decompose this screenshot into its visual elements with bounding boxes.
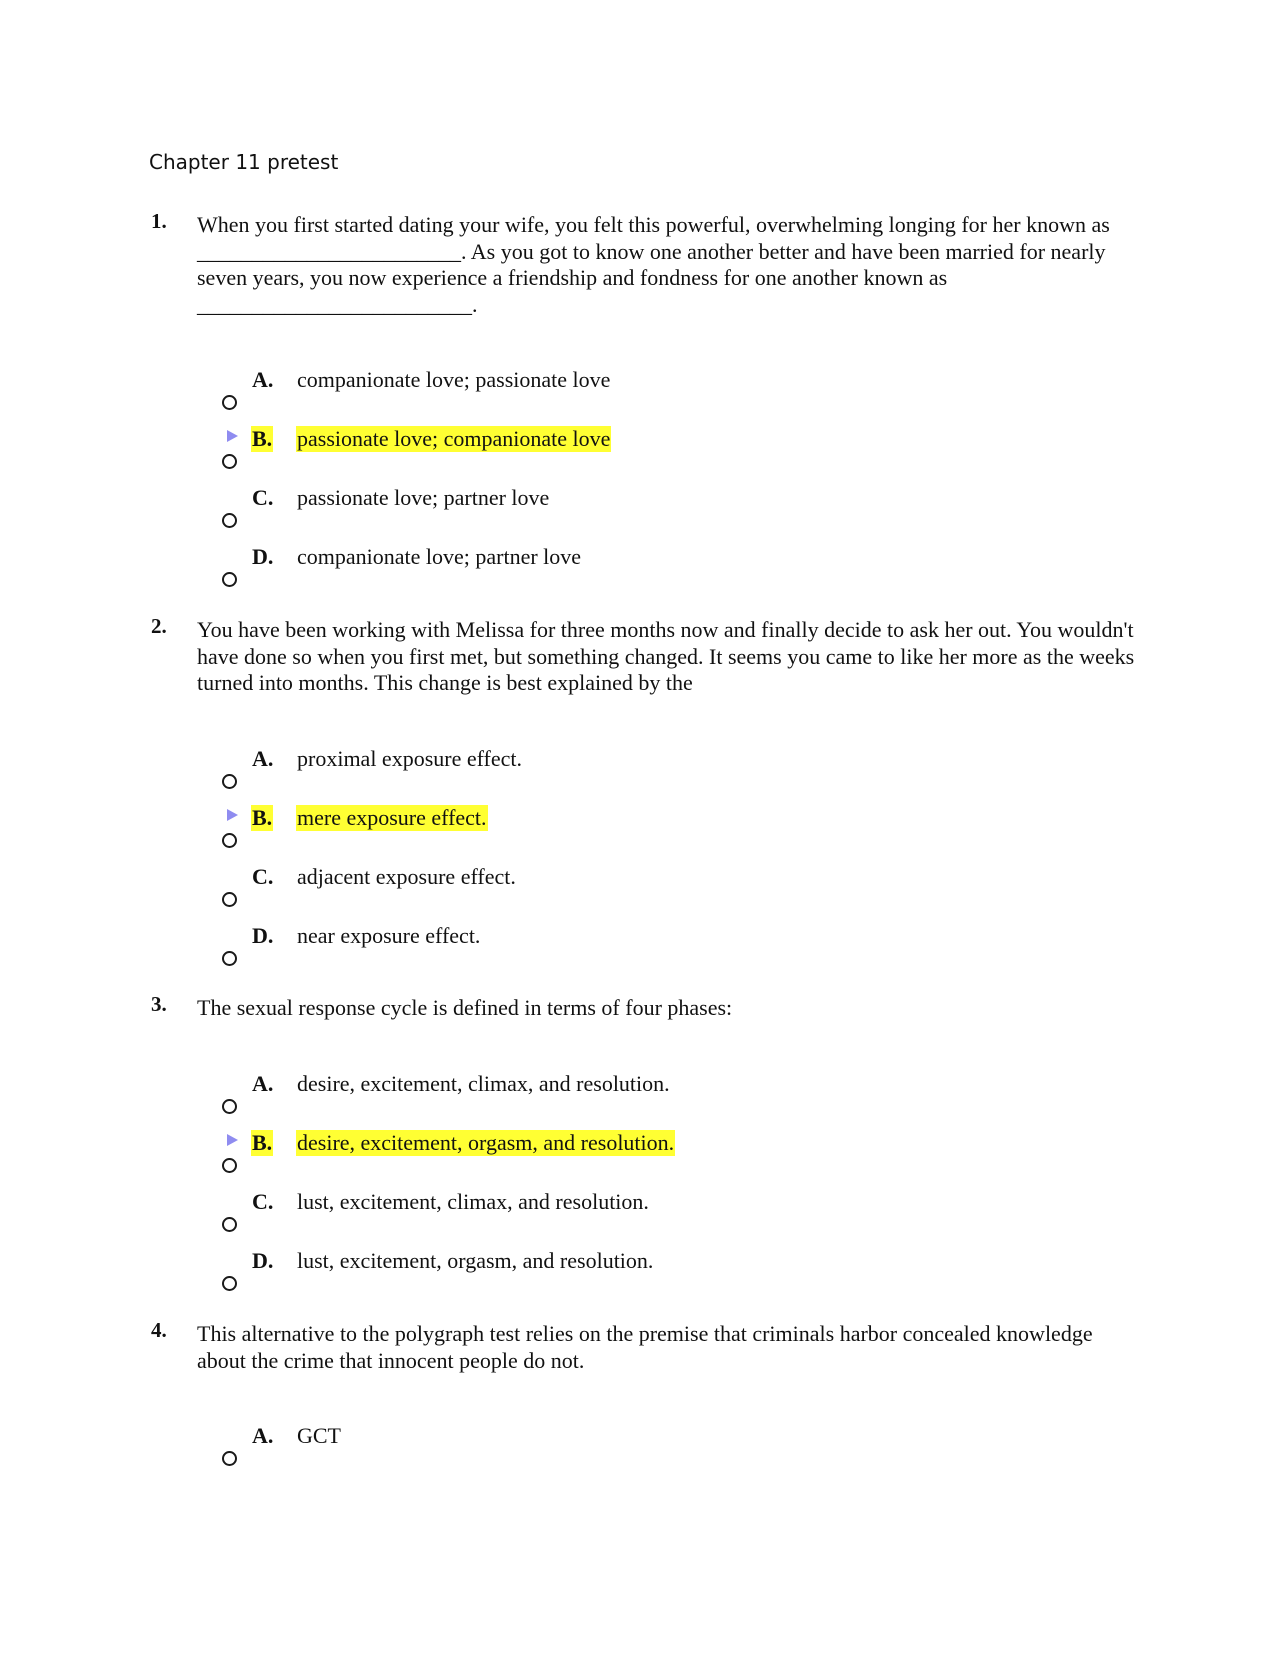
option-letter: A. [252, 367, 274, 392]
option-letter: C. [252, 864, 274, 889]
question-number: 1. [151, 209, 167, 233]
question-text: This alternative to the polygraph test relies on the premise that criminals harbor concealed knowledge about the crime that innocent people do not. [197, 1321, 1093, 1373]
radio-button[interactable] [222, 513, 237, 528]
option-text: companionate love; passionate love [297, 367, 611, 392]
radio-button[interactable] [222, 833, 237, 848]
option-letter: C. [252, 485, 274, 510]
question-text: You have been working with Melissa for three months now and finally decide to ask her out. You wouldn't have done so when you first met, but something changed. It seems you came to like her more as the weeks turned into months. This change is best explained by the [197, 617, 1135, 695]
option-letter: D. [252, 923, 274, 948]
answer-option-selected[interactable] [0, 426, 1280, 482]
radio-button[interactable] [222, 454, 237, 469]
option-letter: A. [252, 746, 274, 771]
radio-button[interactable] [222, 1217, 237, 1232]
option-text: companionate love; partner love [297, 544, 582, 569]
radio-button[interactable] [222, 774, 237, 789]
question-number: 2. [151, 614, 167, 638]
option-letter: B. [252, 1130, 273, 1155]
option-text: GCT [297, 1423, 341, 1448]
radio-button[interactable] [222, 572, 237, 587]
option-letter: A. [252, 1071, 274, 1096]
option-text: near exposure effect. [297, 923, 481, 948]
answer-option[interactable] [0, 1423, 1280, 1479]
answer-option[interactable] [0, 923, 1280, 979]
question-text: When you first started dating your wife, you felt this powerful, overwhelming longing for her known as ________________________. As you got to know one another better and have been married for nearly seven years, you now experience a friendship and fondness for one another known as _________________________. [197, 212, 1110, 317]
radio-button[interactable] [222, 1158, 237, 1173]
correct-answer-arrow-icon [227, 809, 238, 821]
answer-option[interactable] [0, 1071, 1280, 1127]
radio-button[interactable] [222, 1276, 237, 1291]
question-number: 3. [151, 992, 167, 1016]
option-text: mere exposure effect. [297, 805, 487, 830]
option-letter: B. [252, 805, 273, 830]
answer-option[interactable] [0, 746, 1280, 802]
answer-option-selected[interactable] [0, 805, 1280, 861]
option-text: adjacent exposure effect. [297, 864, 516, 889]
option-text: passionate love; companionate love [297, 426, 611, 451]
radio-button[interactable] [222, 1451, 237, 1466]
option-text: desire, excitement, orgasm, and resolution. [297, 1130, 675, 1155]
question-text: The sexual response cycle is defined in terms of four phases: [197, 995, 733, 1020]
answer-option[interactable] [0, 485, 1280, 541]
option-text: lust, excitement, climax, and resolution. [297, 1189, 649, 1214]
option-text: passionate love; partner love [297, 485, 550, 510]
answer-option[interactable] [0, 544, 1280, 600]
answer-option[interactable] [0, 367, 1280, 423]
question-number: 4. [151, 1318, 167, 1342]
radio-button[interactable] [222, 951, 237, 966]
option-letter: C. [252, 1189, 274, 1214]
radio-button[interactable] [222, 892, 237, 907]
radio-button[interactable] [222, 1099, 237, 1114]
option-letter: D. [252, 544, 274, 569]
option-text: proximal exposure effect. [297, 746, 523, 771]
option-letter: B. [252, 426, 273, 451]
option-text: desire, excitement, climax, and resolution. [297, 1071, 670, 1096]
radio-button[interactable] [222, 395, 237, 410]
correct-answer-arrow-icon [227, 430, 238, 442]
option-letter: D. [252, 1248, 274, 1273]
answer-option[interactable] [0, 864, 1280, 920]
answer-option[interactable] [0, 1189, 1280, 1245]
page-title: Chapter 11 pretest [149, 150, 339, 174]
option-letter: A. [252, 1423, 274, 1448]
correct-answer-arrow-icon [227, 1134, 238, 1146]
option-text: lust, excitement, orgasm, and resolution. [297, 1248, 654, 1273]
answer-option[interactable] [0, 1248, 1280, 1304]
answer-option-selected[interactable] [0, 1130, 1280, 1186]
